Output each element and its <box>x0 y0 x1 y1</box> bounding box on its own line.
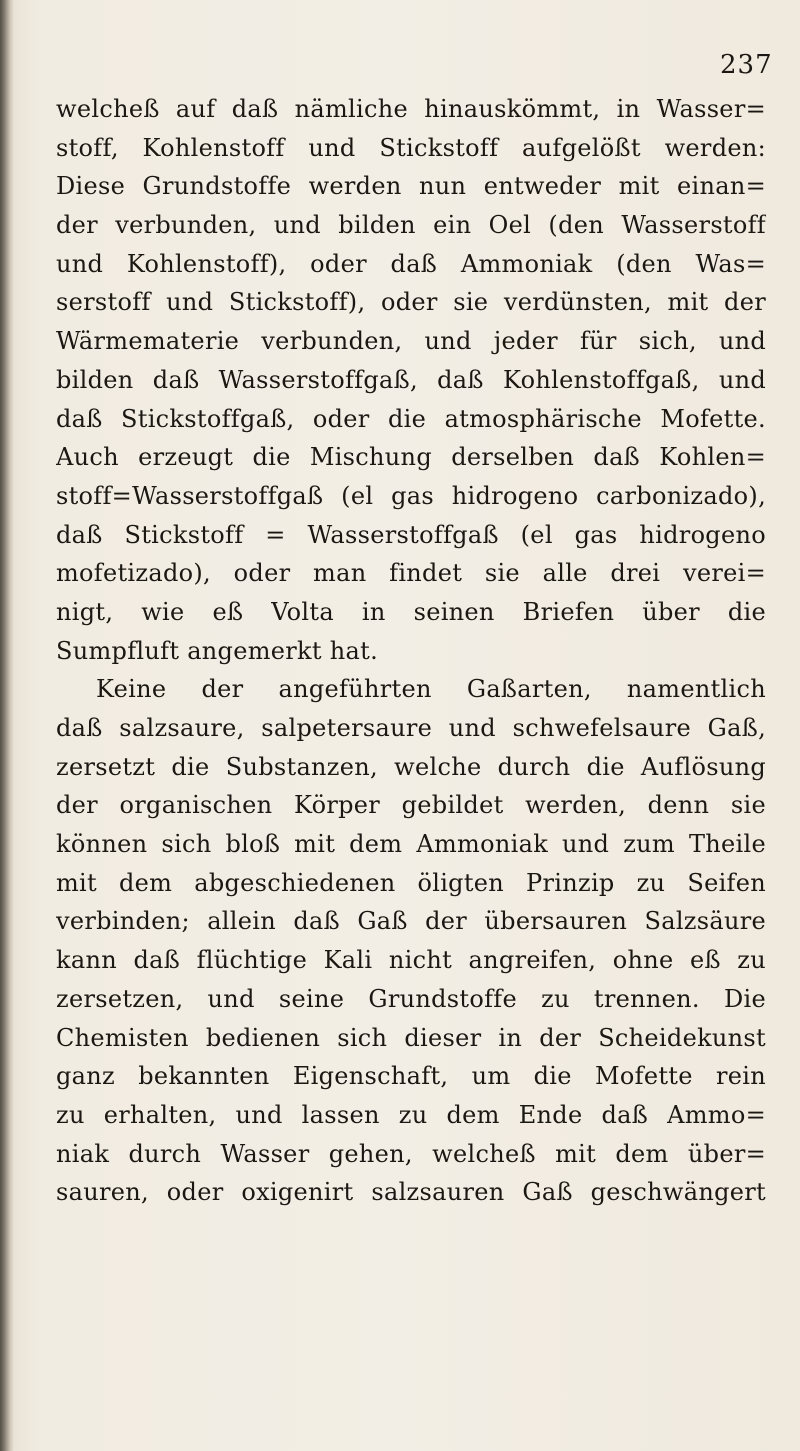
text-line: zersetzt die Substanzen, welche durch die Auflösung <box>56 752 766 781</box>
text-line: Chemisten bedienen sich dieser in der Scheidekunst <box>56 1023 766 1052</box>
text-line: Sumpfluft angemerkt hat. <box>56 636 379 665</box>
text-line: serstoff und Stickstoff), oder sie verdünsten, mit der <box>56 288 766 317</box>
body-text <box>56 90 766 1212</box>
text-line: daß Stickstoffgaß, oder die atmosphärische Mofette. <box>56 404 766 433</box>
text-line: welcheß auf daß nämliche hinauskömmt, in Wasser= <box>56 95 766 123</box>
text-line: zersetzen, und seine Grundstoffe zu trennen. Die <box>56 984 766 1013</box>
text-line: der organischen Körper gebildet werden, denn sie <box>56 791 766 820</box>
text-line: bilden daß Wasserstoffgaß, daß Kohlenstoffgaß, und <box>56 365 766 394</box>
text-line: nigt, wie eß Volta in seinen Briefen über die <box>56 597 766 626</box>
paragraph-1 <box>56 90 766 670</box>
text-line: daß salzsaure, salpetersaure und schwefelsaure Gaß, <box>56 714 766 742</box>
text-line: stoff=Wasserstoffgaß (el gas hidrogeno carbonizado), <box>56 481 766 510</box>
text-line: Wärmematerie verbunden, und jeder für sich, und <box>56 327 766 356</box>
text-line: kann daß flüchtige Kali nicht angreifen, ohne eß zu <box>56 946 766 975</box>
text-line: daß Stickstoff = Wasserstoffgaß (el gas hidrogeno <box>56 520 766 549</box>
text-line: stoff, Kohlenstoff und Stickstoff aufgelößt werden: <box>56 133 766 162</box>
text-line: sauren, oder oxigenirt salzsauren Gaß geschwängert <box>56 1178 766 1207</box>
text-line: niak durch Wasser gehen, welcheß mit dem über= <box>56 1139 766 1168</box>
text-line: können sich bloß mit dem Ammoniak und zum Theile <box>56 830 766 859</box>
text-line: Auch erzeugt die Mischung derselben daß Kohlen= <box>56 443 766 472</box>
paragraph-2 <box>56 670 766 1212</box>
page-number: 237 <box>720 50 773 80</box>
binding-shadow <box>0 0 14 1451</box>
text-line: mit dem abgeschiedenen öligten Prinzip zu Seifen <box>56 868 766 897</box>
text-line: mofetizado), oder man findet sie alle drei verei= <box>56 559 766 588</box>
text-line: Keine der angeführten Gaßarten, namentlich <box>96 675 766 704</box>
text-line: und Kohlenstoff), oder daß Ammoniak (den Was= <box>56 249 766 278</box>
text-line: zu erhalten, und lassen zu dem Ende daß Ammo= <box>56 1100 766 1129</box>
text-line: verbinden; allein daß Gaß der übersauren Salzsäure <box>56 907 766 936</box>
text-line: Diese Grundstoffe werden nun entweder mit einan= <box>56 172 766 201</box>
text-line: ganz bekannten Eigenschaft, um die Mofette rein <box>56 1062 766 1091</box>
text-line: der verbunden, und bilden ein Oel (den Wasserstoff <box>56 211 766 240</box>
